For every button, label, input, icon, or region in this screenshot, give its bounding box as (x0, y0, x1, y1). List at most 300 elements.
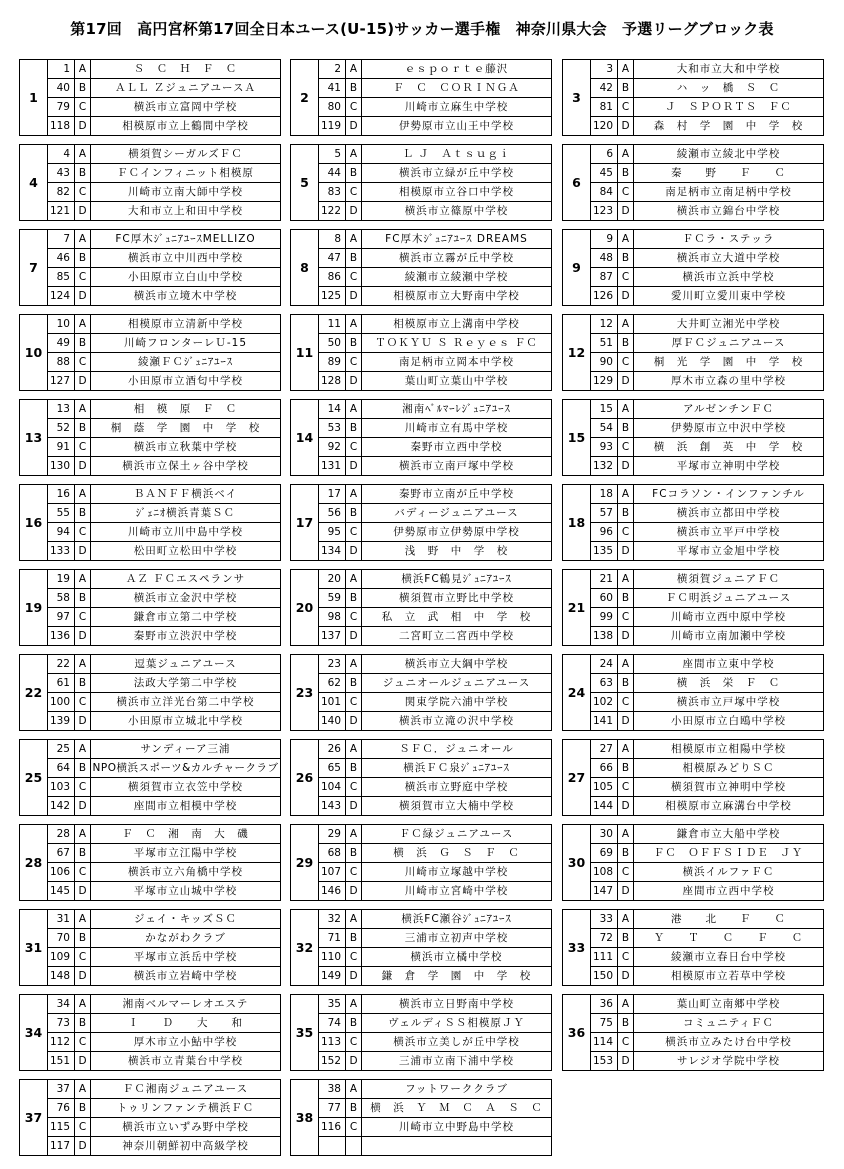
team-letter: B (346, 419, 362, 437)
team-list (319, 740, 551, 815)
team-row (319, 287, 551, 305)
team-name: 横浜市立大綱中学校 (404, 657, 509, 670)
team-name: 二宮町立二宮西中学校 (399, 629, 514, 642)
team-number: 119 (319, 117, 346, 135)
team-number: 108 (591, 863, 618, 881)
team-letter: A (618, 60, 634, 78)
team-name: 厚木市立小鮎中学校 (133, 1035, 238, 1048)
block-number: 21 (563, 570, 591, 645)
team-row (48, 372, 280, 390)
team-row (48, 315, 280, 334)
team-letter: C (618, 863, 634, 881)
team-name: 横浜市立六角橋中学校 (128, 865, 243, 878)
block-number: 6 (563, 145, 591, 220)
team-number: 24 (591, 655, 618, 673)
team-name: 横浜市立滝の沢中学校 (399, 714, 514, 727)
team-name: 横浜市立橘中学校 (410, 950, 503, 963)
team-letter: C (346, 353, 362, 371)
team-row (48, 79, 280, 98)
team-name: 横浜市立美しが丘中学校 (393, 1035, 520, 1048)
team-letter: B (618, 249, 634, 267)
team-name: 横浜市立緑が丘中学校 (399, 166, 514, 179)
team-row (48, 929, 280, 948)
team-name: 秦野市立南が丘中学校 (399, 487, 514, 500)
team-row (48, 589, 280, 608)
block-5 (290, 144, 552, 221)
team-number: 144 (591, 797, 618, 815)
team-number: 54 (591, 419, 618, 437)
team-letter: C (75, 98, 91, 116)
block-number: 29 (291, 825, 319, 900)
team-row (591, 249, 823, 268)
block-number: 28 (20, 825, 48, 900)
team-row (48, 353, 280, 372)
team-number: 1 (48, 60, 75, 78)
team-name: 横浜FC瀬谷ｼﾞｭﾆｱﾕｰｽ (401, 912, 512, 925)
team-number: 139 (48, 712, 75, 730)
team-name: 座間市立相模中学校 (133, 799, 238, 812)
block-number: 3 (563, 60, 591, 135)
team-letter: C (75, 523, 91, 541)
team-name: 横 浜 栄 Ｆ Ｃ (676, 676, 781, 689)
block-number: 19 (20, 570, 48, 645)
team-name: 小田原市立白鴎中学校 (671, 714, 786, 727)
team-row (319, 1052, 551, 1070)
team-name: 平塚市立神明中学校 (676, 459, 781, 472)
team-letter: D (75, 542, 91, 560)
team-letter: C (75, 438, 91, 456)
team-list (591, 740, 823, 815)
team-name: 綾瀬市立春日台中学校 (671, 950, 786, 963)
team-row (319, 674, 551, 693)
team-letter: B (618, 844, 634, 862)
team-letter: B (618, 334, 634, 352)
team-letter: B (75, 929, 91, 947)
team-letter: D (346, 287, 362, 305)
team-name: 松田町立松田中学校 (133, 544, 238, 557)
team-letter: A (75, 655, 91, 673)
team-row (319, 655, 551, 674)
team-row (319, 1033, 551, 1052)
team-letter: B (618, 674, 634, 692)
team-name: 平塚市立江陽中学校 (133, 846, 238, 859)
team-row (48, 164, 280, 183)
team-letter: D (618, 967, 634, 985)
team-number: 62 (319, 674, 346, 692)
block-number: 17 (291, 485, 319, 560)
team-row (319, 759, 551, 778)
team-number: 141 (591, 712, 618, 730)
team-name: FC厚木ｼﾞｭﾆｱﾕｰｽMELLIZO (115, 232, 256, 245)
team-row (48, 655, 280, 674)
team-name: 横須賀市立野比中学校 (399, 591, 514, 604)
team-name: 相模原市立清新中学校 (128, 317, 243, 330)
block-4 (19, 144, 281, 221)
team-letter: C (75, 1118, 91, 1136)
team-letter: B (346, 759, 362, 777)
team-number: 67 (48, 844, 75, 862)
team-row (319, 523, 551, 542)
block-33 (562, 909, 824, 986)
team-name: サンディーア三浦 (140, 742, 231, 755)
team-name: フットワーククラブ (405, 1082, 508, 1095)
team-name: Ｆ Ｃ 湘 南 大 磯 (122, 827, 249, 840)
team-name: 横 浜 Ｇ Ｓ Ｆ Ｃ (393, 846, 520, 859)
team-row (48, 249, 280, 268)
team-row (48, 693, 280, 712)
team-number: 126 (591, 287, 618, 305)
team-row (591, 589, 823, 608)
team-number: 85 (48, 268, 75, 286)
team-row (591, 117, 823, 135)
team-name: 厚木市立森の里中学校 (671, 374, 786, 387)
team-number: 40 (48, 79, 75, 97)
team-letter: C (75, 608, 91, 626)
team-row (319, 740, 551, 759)
block-number: 38 (291, 1080, 319, 1155)
team-letter: C (346, 268, 362, 286)
team-row (48, 334, 280, 353)
team-row (48, 457, 280, 475)
team-name: 南足柄市立岡本中学校 (399, 355, 514, 368)
team-row (48, 778, 280, 797)
team-row (48, 183, 280, 202)
team-name: FCコラソン・インファンチル (652, 487, 805, 500)
block-15 (562, 399, 824, 476)
team-letter: C (618, 183, 634, 201)
team-number: 18 (591, 485, 618, 503)
team-name: 鎌倉市立第二中学校 (133, 610, 238, 623)
team-number: 64 (48, 759, 75, 777)
team-number: 36 (591, 995, 618, 1013)
team-number: 5 (319, 145, 346, 163)
team-number: 6 (591, 145, 618, 163)
team-number: 16 (48, 485, 75, 503)
team-letter: B (75, 504, 91, 522)
team-letter: A (618, 740, 634, 758)
team-number: 135 (591, 542, 618, 560)
team-row (591, 948, 823, 967)
team-number: 97 (48, 608, 75, 626)
block-number: 23 (291, 655, 319, 730)
team-name: 横浜市立南戸塚中学校 (399, 459, 514, 472)
block-20 (290, 569, 552, 646)
team-name: 横浜市立いずみ野中学校 (122, 1120, 249, 1133)
block-number: 15 (563, 400, 591, 475)
block-number: 11 (291, 315, 319, 390)
team-letter: D (75, 967, 91, 985)
team-number: 140 (319, 712, 346, 730)
team-name: ＳＦＣ．ジュニオール (399, 742, 514, 755)
team-letter: D (618, 1052, 634, 1070)
team-row (48, 1080, 280, 1099)
team-list (591, 485, 823, 560)
team-number: 145 (48, 882, 75, 900)
team-row (591, 882, 823, 900)
team-row (591, 608, 823, 627)
team-row (48, 995, 280, 1014)
team-name: ＴＯＫＹＵ Ｓ Ｒｅｙｅｓ ＦＣ (375, 336, 538, 349)
team-name: 横浜市立境木中学校 (133, 289, 238, 302)
team-name: 横浜市立金沢中学校 (133, 591, 238, 604)
team-name: 相模原市立相陽中学校 (671, 742, 786, 755)
team-number: 15 (591, 400, 618, 418)
block-29 (290, 824, 552, 901)
team-name: 平塚市立山城中学校 (133, 884, 238, 897)
team-number: 130 (48, 457, 75, 475)
team-number: 117 (48, 1137, 75, 1155)
team-name: Ｌ Ｊ Ａｔｓｕｇｉ (402, 147, 511, 160)
team-list (48, 570, 280, 645)
team-list (591, 230, 823, 305)
team-name: ＦＣ緑ジュニアユース (399, 827, 514, 840)
team-name: 厚ＦＣジュニアユース (671, 336, 786, 349)
team-number: 110 (319, 948, 346, 966)
team-letter: A (618, 400, 634, 418)
team-row (591, 504, 823, 523)
block-number: 32 (291, 910, 319, 985)
team-number: 12 (591, 315, 618, 333)
team-name: 桐 蔭 学 園 中 学 校 (110, 421, 261, 434)
team-name: 横浜市立平戸中学校 (676, 525, 781, 538)
team-letter: D (346, 1052, 362, 1070)
team-name: 横浜市立みたけ台中学校 (665, 1035, 792, 1048)
team-list (48, 655, 280, 730)
team-number: 111 (591, 948, 618, 966)
team-letter: A (618, 315, 634, 333)
team-list (319, 230, 551, 305)
team-list (591, 315, 823, 390)
team-row (591, 164, 823, 183)
team-row (591, 910, 823, 929)
team-letter: A (618, 230, 634, 248)
team-name: 横須賀ジュニアＦＣ (676, 572, 781, 585)
block-number: 25 (20, 740, 48, 815)
block-6 (562, 144, 824, 221)
team-number: 90 (591, 353, 618, 371)
team-name: バディージュニアユース (394, 506, 519, 519)
team-letter: B (618, 929, 634, 947)
team-name: 湘南ﾍﾞﾙﾏｰﾚｼﾞｭﾆｱﾕｰｽ (402, 402, 511, 415)
team-name: 小田原市立城北中学校 (128, 714, 243, 727)
team-row (591, 759, 823, 778)
team-name: 横浜市立霧が丘中学校 (399, 251, 514, 264)
team-number: 86 (319, 268, 346, 286)
team-name: 三浦市立初声中学校 (404, 931, 509, 944)
team-name: 葉山町立葉山中学校 (404, 374, 509, 387)
team-list (48, 995, 280, 1070)
team-number: 125 (319, 287, 346, 305)
team-letter: D (75, 712, 91, 730)
team-row (48, 419, 280, 438)
block-number: 4 (20, 145, 48, 220)
team-letter: B (346, 249, 362, 267)
team-number: 100 (48, 693, 75, 711)
team-row (591, 967, 823, 985)
team-row (48, 202, 280, 220)
team-letter: D (75, 627, 91, 645)
team-number: 25 (48, 740, 75, 758)
team-name: 川崎市立塚越中学校 (404, 865, 509, 878)
team-letter: D (346, 712, 362, 730)
team-name: 神奈川朝鮮初中高級学校 (122, 1139, 249, 1152)
team-row (591, 523, 823, 542)
team-list (591, 400, 823, 475)
team-number: 92 (319, 438, 346, 456)
team-name: 葉山町立南郷中学校 (676, 997, 781, 1010)
team-letter: A (75, 230, 91, 248)
team-number: 149 (319, 967, 346, 985)
team-number: 132 (591, 457, 618, 475)
team-name: Ｉ Ｄ 大 和 (128, 1016, 243, 1029)
team-letter: A (346, 1080, 362, 1098)
team-number: 136 (48, 627, 75, 645)
team-letter: A (346, 825, 362, 843)
team-number: 112 (48, 1033, 75, 1051)
team-letter: B (75, 589, 91, 607)
team-name: 相模原市立上鶴間中学校 (122, 119, 249, 132)
block-number: 36 (563, 995, 591, 1070)
team-letter: D (75, 797, 91, 815)
team-name: ハ ッ 橋 Ｓ Ｃ (676, 81, 781, 94)
block-12 (562, 314, 824, 391)
team-letter: C (346, 1033, 362, 1051)
team-number: 43 (48, 164, 75, 182)
team-name: 座間市立東中学校 (682, 657, 775, 670)
team-letter: B (618, 589, 634, 607)
team-row (48, 1099, 280, 1118)
team-name: 相模原市立麻溝台中学校 (665, 799, 792, 812)
team-letter: A (618, 485, 634, 503)
team-letter: C (618, 1033, 634, 1051)
team-number: 103 (48, 778, 75, 796)
block-9 (562, 229, 824, 306)
team-name: ＦＣインフィニット相模原 (117, 166, 254, 179)
block-34 (19, 994, 281, 1071)
team-letter: B (346, 674, 362, 692)
block-number: 7 (20, 230, 48, 305)
team-letter: C (346, 693, 362, 711)
team-row (48, 825, 280, 844)
block-3 (562, 59, 824, 136)
team-number: 44 (319, 164, 346, 182)
team-number: 121 (48, 202, 75, 220)
team-number: 127 (48, 372, 75, 390)
team-row (591, 400, 823, 419)
block-16 (19, 484, 281, 561)
team-row (48, 145, 280, 164)
team-letter: D (75, 117, 91, 135)
team-letter: D (618, 627, 634, 645)
team-letter: C (618, 438, 634, 456)
team-number: 91 (48, 438, 75, 456)
team-row (48, 844, 280, 863)
team-number: 32 (319, 910, 346, 928)
team-letter: C (346, 863, 362, 881)
block-37 (19, 1079, 281, 1156)
team-number: 89 (319, 353, 346, 371)
team-name: Ｊ ＳＰＯＲＴＳ ＦＣ (665, 100, 792, 113)
team-number: 105 (591, 778, 618, 796)
team-name: 横浜ＦＣ泉ｼﾞｭﾆｱﾕｰｽ (403, 761, 510, 774)
team-name: 横浜市立浜中学校 (682, 270, 775, 283)
team-name: 座間市立西中学校 (682, 884, 775, 897)
block-24 (562, 654, 824, 731)
team-row (319, 712, 551, 730)
block-28 (19, 824, 281, 901)
team-row (319, 627, 551, 645)
team-number: 99 (591, 608, 618, 626)
block-number: 26 (291, 740, 319, 815)
team-letter: A (346, 485, 362, 503)
team-number: 52 (48, 419, 75, 437)
team-row (591, 693, 823, 712)
team-list (591, 145, 823, 220)
team-name: 相模原市立若草中学校 (671, 969, 786, 982)
team-name: 秦野市立西中学校 (410, 440, 503, 453)
team-letter: D (346, 202, 362, 220)
team-name: 綾瀬市立綾北中学校 (676, 147, 781, 160)
team-row (591, 844, 823, 863)
team-number: 35 (319, 995, 346, 1013)
team-number: 41 (319, 79, 346, 97)
team-name: 桐 光 学 園 中 学 校 (653, 355, 804, 368)
team-row (591, 674, 823, 693)
team-letter: A (75, 60, 91, 78)
team-name: 横 浜 Ｙ Ｍ Ｃ Ａ Ｓ Ｃ (370, 1101, 543, 1114)
team-letter: B (346, 164, 362, 182)
team-name: 横浜市立都田中学校 (676, 506, 781, 519)
block-number: 14 (291, 400, 319, 475)
team-row (48, 1137, 280, 1155)
team-row (319, 183, 551, 202)
team-row (48, 268, 280, 287)
team-letter: A (618, 655, 634, 673)
team-letter: A (618, 570, 634, 588)
team-row (48, 674, 280, 693)
team-name: ｼﾞｪﾆｵ横浜青葉ＳＣ (135, 506, 236, 519)
team-name: 関東学院六浦中学校 (404, 695, 509, 708)
team-name: ＢＡＮＦＦ横浜ベイ (133, 487, 238, 500)
block-number: 24 (563, 655, 591, 730)
team-number: 77 (319, 1099, 346, 1117)
team-number: 37 (48, 1080, 75, 1098)
block-31 (19, 909, 281, 986)
team-list (48, 740, 280, 815)
team-name: 法政大学第二中学校 (133, 676, 238, 689)
team-row (591, 485, 823, 504)
team-list (591, 570, 823, 645)
team-row (48, 712, 280, 730)
team-number: 27 (591, 740, 618, 758)
team-letter: D (618, 202, 634, 220)
team-letter: D (346, 117, 362, 135)
team-number: 23 (319, 655, 346, 673)
team-letter: D (618, 712, 634, 730)
team-number: 138 (591, 627, 618, 645)
block-number: 2 (291, 60, 319, 135)
team-number: 70 (48, 929, 75, 947)
team-list (319, 995, 551, 1070)
team-number: 11 (319, 315, 346, 333)
block-7 (19, 229, 281, 306)
team-letter: D (618, 457, 634, 475)
block-30 (562, 824, 824, 901)
team-name: Ｙ Ｔ Ｃ Ｆ Ｃ (653, 931, 804, 944)
team-letter: B (75, 759, 91, 777)
team-row (319, 844, 551, 863)
team-number: 49 (48, 334, 75, 352)
